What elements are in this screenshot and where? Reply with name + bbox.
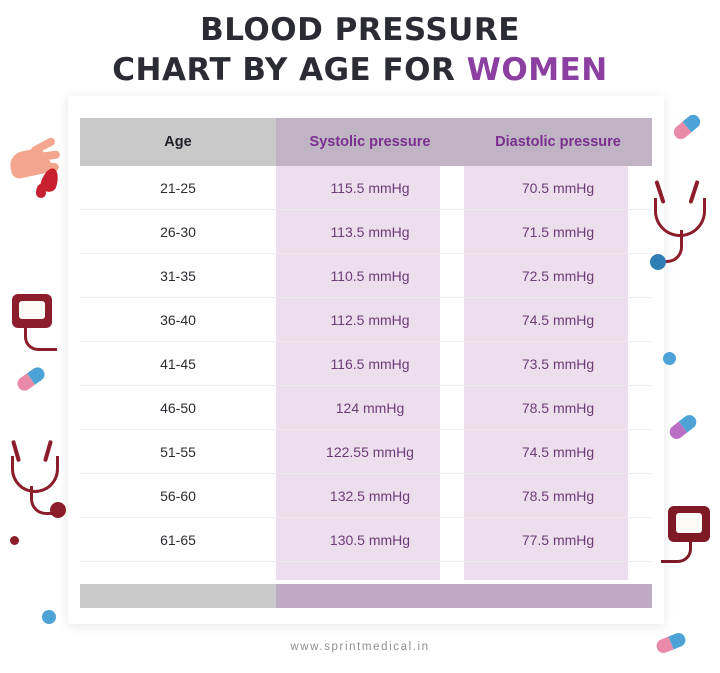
title-line-1: BLOOD PRESSURE xyxy=(200,12,520,48)
cell-age: 51-55 xyxy=(80,430,276,474)
cell-age: 41-45 xyxy=(80,342,276,386)
table-row xyxy=(80,166,652,210)
column-header-age: Age xyxy=(80,118,276,166)
column-header-diastolic: Diastolic pressure xyxy=(464,118,652,166)
cell-systolic: 115.5 mmHg xyxy=(276,166,464,210)
cell-systolic: 132.5 mmHg xyxy=(276,474,464,518)
cell-age: 21-25 xyxy=(80,166,276,210)
dot-decoration-icon xyxy=(10,536,19,545)
table-row xyxy=(80,298,652,342)
table-header xyxy=(80,118,652,166)
cell-systolic: 122.55 mmHg xyxy=(276,430,464,474)
table-row xyxy=(80,430,652,474)
cell-age: 46-50 xyxy=(80,386,276,430)
cell-diastolic: 73.5 mmHg xyxy=(464,342,652,386)
dot-decoration-icon xyxy=(42,610,56,624)
title-line-2-prefix: CHART BY AGE FOR xyxy=(112,52,467,88)
capsule-pill-icon xyxy=(15,365,48,394)
cell-age: 36-40 xyxy=(80,298,276,342)
cell-diastolic: 70.5 mmHg xyxy=(464,166,652,210)
capsule-pill-icon xyxy=(667,412,699,442)
blood-pressure-monitor-icon xyxy=(654,500,714,562)
table-row xyxy=(80,518,652,562)
page-title xyxy=(0,10,720,90)
footer-cell-systolic xyxy=(276,584,464,608)
cell-diastolic: 71.5 mmHg xyxy=(464,210,652,254)
cell-age: 56-60 xyxy=(80,474,276,518)
table-footer-row xyxy=(80,584,652,608)
hand-blood-drop-icon xyxy=(6,140,68,210)
cell-age: 31-35 xyxy=(80,254,276,298)
table-row xyxy=(80,342,652,386)
blood-pressure-table xyxy=(80,118,652,608)
blood-pressure-monitor-icon xyxy=(8,290,64,350)
table-row xyxy=(80,386,652,430)
cell-diastolic: 72.5 mmHg xyxy=(464,254,652,298)
table-row xyxy=(80,254,652,298)
footer-cell-age xyxy=(80,584,276,608)
footer-cell-diastolic xyxy=(464,584,652,608)
cell-systolic: 110.5 mmHg xyxy=(276,254,464,298)
title-accent-women: WOMEN xyxy=(466,52,608,88)
table-row xyxy=(80,474,652,518)
title-line-2 xyxy=(0,50,720,90)
table-body xyxy=(80,166,652,584)
stethoscope-icon xyxy=(648,180,712,276)
cell-age: 26-30 xyxy=(80,210,276,254)
cell-age: 61-65 xyxy=(80,518,276,562)
cell-systolic: 116.5 mmHg xyxy=(276,342,464,386)
stethoscope-icon xyxy=(6,440,68,524)
cell-systolic: 112.5 mmHg xyxy=(276,298,464,342)
capsule-pill-icon xyxy=(671,112,703,142)
cell-diastolic: 78.5 mmHg xyxy=(464,474,652,518)
cell-diastolic: 74.5 mmHg xyxy=(464,298,652,342)
column-header-systolic: Systolic pressure xyxy=(276,118,464,166)
dot-decoration-icon xyxy=(663,352,676,365)
cell-systolic: 113.5 mmHg xyxy=(276,210,464,254)
cell-diastolic: 78.5 mmHg xyxy=(464,386,652,430)
table-header-row xyxy=(80,118,652,166)
cell-systolic: 130.5 mmHg xyxy=(276,518,464,562)
chart-card xyxy=(68,96,664,624)
cell-systolic: 124 mmHg xyxy=(276,386,464,430)
table-row xyxy=(80,210,652,254)
table-spacer-row xyxy=(80,562,652,585)
table-footer xyxy=(80,584,652,608)
cell-diastolic: 74.5 mmHg xyxy=(464,430,652,474)
cell-diastolic: 77.5 mmHg xyxy=(464,518,652,562)
blood-pressure-table-wrapper xyxy=(80,118,652,608)
footer-website-url: www.sprintmedical.in xyxy=(290,641,430,653)
